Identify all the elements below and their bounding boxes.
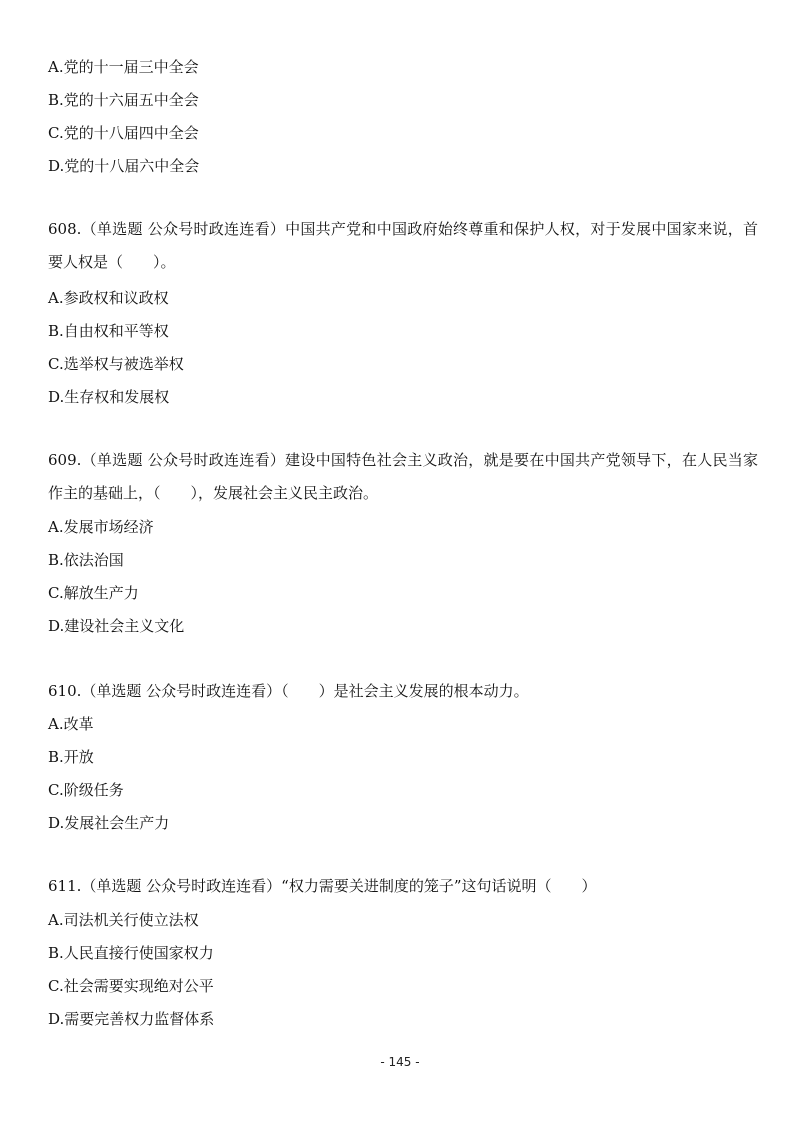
question-611-option-c: C.社会需要实现绝对公平: [48, 977, 214, 995]
question-610-option-c: C.阶级任务: [48, 781, 124, 799]
question-609-option-b: B.依法治国: [48, 551, 124, 569]
prev-option-a: A.党的十一届三中全会: [48, 58, 199, 76]
question-611-option-a: A.司法机关行使立法权: [48, 911, 199, 929]
question-610-stem: 610.（单选题 公众号时政连连看）（ ）是社会主义发展的根本动力。: [48, 682, 529, 700]
question-611-option-b: B.人民直接行使国家权力: [48, 944, 214, 962]
question-609-option-a: A.发展市场经济: [48, 518, 154, 536]
question-608-option-a: A.参政权和议政权: [48, 289, 169, 307]
question-609-option-c: C.解放生产力: [48, 584, 139, 602]
question-608-option-c: C.选举权与被选举权: [48, 355, 184, 373]
question-610-option-a: A.改革: [48, 715, 94, 733]
prev-option-c: C.党的十八届四中全会: [48, 124, 199, 142]
question-611-option-d: D.需要完善权力监督体系: [48, 1010, 215, 1028]
question-611-stem: 611.（单选题 公众号时政连连看）“权力需要关进制度的笼子”这句话说明（ ）: [48, 877, 597, 895]
prev-option-d: D.党的十八届六中全会: [48, 157, 200, 175]
question-608-option-b: B.自由权和平等权: [48, 322, 169, 340]
question-608-stem: 608.（单选题 公众号时政连连看）中国共产党和中国政府始终尊重和保护人权，对于发展中国家来说，首要人权是（ ）。: [48, 220, 758, 271]
question-609-option-d: D.建设社会主义文化: [48, 617, 185, 635]
page-number: - 145 -: [380, 1055, 420, 1069]
question-608-option-d: D.生存权和发展权: [48, 388, 170, 406]
question-610-option-b: B.开放: [48, 748, 94, 766]
question-610-option-d: D.发展社会生产力: [48, 814, 170, 832]
prev-option-b: B.党的十六届五中全会: [48, 91, 199, 109]
question-609-stem: 609.（单选题 公众号时政连连看）建设中国特色社会主义政治，就是要在中国共产党领导下，在人民当家作主的基础上，（ ），发展社会主义民主政治。: [48, 451, 758, 502]
